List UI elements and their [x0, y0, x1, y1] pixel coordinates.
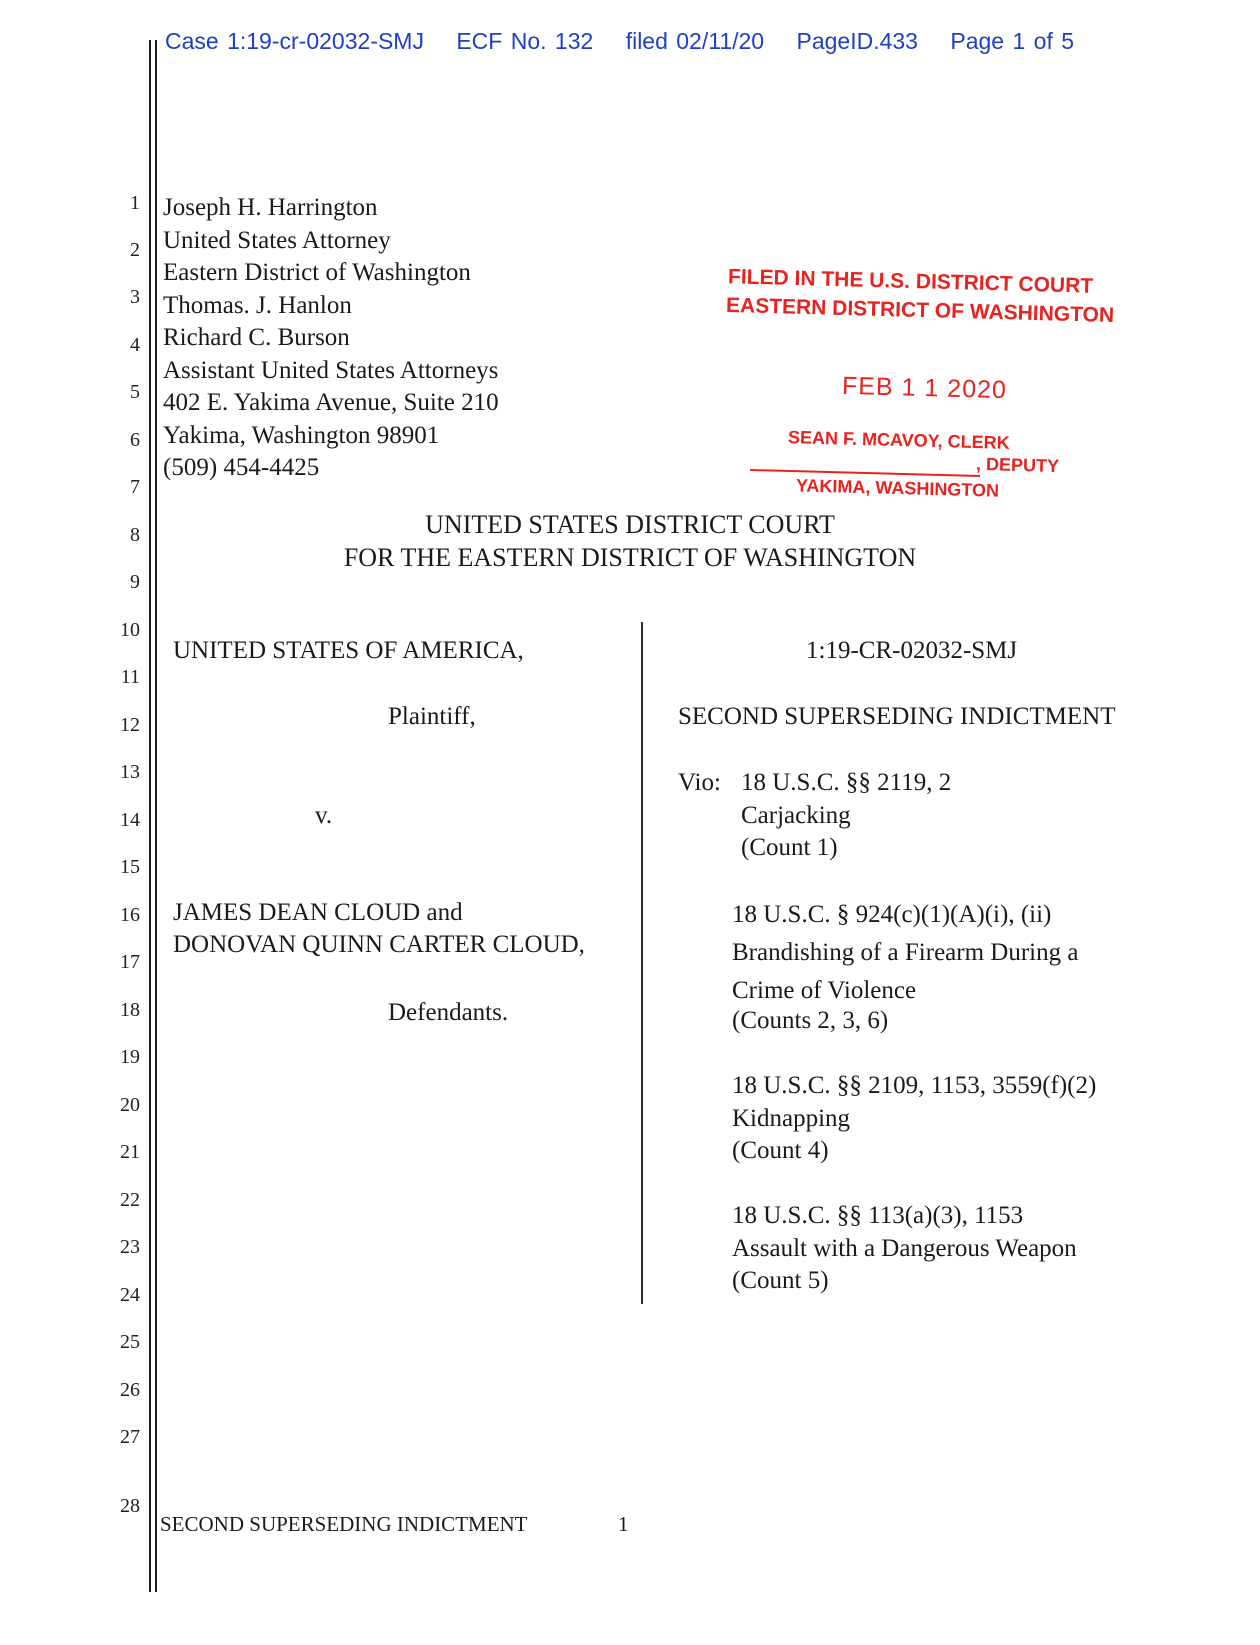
court-title-line-1: UNITED STATES DISTRICT COURT: [425, 510, 835, 539]
line-number: 6: [130, 429, 140, 451]
attorney-line: Richard C. Burson: [163, 324, 350, 351]
margin-rule-right: [155, 40, 157, 1592]
attorney-line: Joseph H. Harrington: [163, 194, 378, 221]
stamp-line-2: EASTERN DISTRICT OF WASHINGTON: [725, 293, 1115, 328]
attorney-block: [163, 192, 499, 485]
line-number: 21: [120, 1141, 140, 1163]
line-number: 2: [130, 239, 140, 261]
line-number: 16: [120, 904, 140, 926]
violation-statute: 18 U.S.C. §§ 113(a)(3), 1153: [732, 1202, 1024, 1229]
line-number: 25: [120, 1331, 140, 1353]
attorney-line: Yakima, Washington 98901: [163, 421, 440, 449]
stamp-signature-line: [750, 469, 980, 477]
defendant-1: JAMES DEAN CLOUD and: [173, 899, 463, 926]
violation-counts: (Count 5): [732, 1267, 829, 1294]
attorney-line: Thomas. J. Hanlon: [163, 291, 352, 319]
ecf-number: ECF No. 132: [456, 28, 594, 54]
line-number: 12: [120, 714, 140, 736]
attorney-line: 402 E. Yakima Avenue, Suite 210: [163, 389, 499, 416]
attorney-line: Assistant United States Attorneys: [163, 356, 499, 384]
line-number: 7: [130, 476, 140, 498]
page-id: PageID.433: [796, 28, 918, 54]
line-number: 23: [120, 1236, 140, 1258]
line-number: 4: [130, 334, 140, 356]
line-number: 20: [120, 1094, 140, 1116]
margin-rule-left: [149, 40, 151, 1592]
page-count: Page 1 of 5: [950, 28, 1075, 54]
line-number: 15: [120, 856, 140, 878]
line-number: 3: [130, 286, 140, 308]
stamp-line-1: FILED IN THE U.S. DISTRICT COURT: [727, 265, 1094, 298]
attorney-line: Eastern District of Washington: [163, 259, 471, 286]
line-number: 24: [120, 1284, 140, 1306]
violation-1: [741, 767, 951, 865]
violation-desc: Brandishing of a Firearm During a: [732, 939, 1079, 966]
stamp-location: YAKIMA, WASHINGTON: [795, 475, 1000, 501]
violation-statute: 18 U.S.C. §§ 2109, 1153, 3559(f)(2): [732, 1072, 1097, 1099]
vio-label: Vio:: [678, 769, 721, 796]
footer-page-number: 1: [618, 1512, 629, 1536]
violation-desc: Carjacking: [741, 801, 851, 829]
line-number: 1: [130, 192, 140, 214]
plaintiff-name: UNITED STATES OF AMERICA,: [173, 637, 524, 664]
attorney-line: United States Attorney: [163, 226, 391, 254]
footer-title: SECOND SUPERSEDING INDICTMENT: [160, 1512, 528, 1536]
plaintiff-label: Plaintiff,: [388, 703, 476, 730]
violation-desc: Kidnapping: [732, 1104, 851, 1132]
line-number: 14: [120, 809, 140, 831]
court-title: [260, 508, 1000, 574]
violation-desc: Assault with a Dangerous Weapon: [732, 1234, 1077, 1262]
line-number: 5: [130, 381, 140, 403]
caption-divider: [641, 622, 643, 1304]
court-title-line-2: FOR THE EASTERN DISTRICT OF WASHINGTON: [343, 543, 917, 572]
violation-2: [732, 896, 1078, 1010]
line-number: 10: [120, 619, 140, 641]
document-title: SECOND SUPERSEDING INDICTMENT: [678, 703, 1116, 730]
line-number: 9: [130, 571, 140, 593]
defendant-2: DONOVAN QUINN CARTER CLOUD,: [173, 931, 585, 958]
violation-statute: 18 U.S.C. §§ 2119, 2: [741, 769, 952, 796]
line-number: 27: [120, 1426, 140, 1448]
stamp-clerk: SEAN F. MCAVOY, CLERK: [787, 427, 1010, 453]
line-number: 26: [120, 1379, 140, 1401]
violation-4: [732, 1200, 1077, 1298]
violation-statute: 18 U.S.C. § 924(c)(1)(A)(i), (ii): [732, 901, 1052, 928]
attorney-line: (509) 454-4425: [163, 454, 320, 481]
violation-counts: (Count 1): [741, 834, 838, 861]
stamp-date: FEB 1 1 2020: [841, 371, 1008, 405]
defendants-label: Defendants.: [388, 999, 509, 1026]
ecf-header: [165, 28, 1098, 55]
line-number: 19: [120, 1046, 140, 1068]
violation-2-counts: (Counts 2, 3, 6): [732, 1007, 889, 1034]
violation-3: [732, 1070, 1096, 1168]
line-number: 8: [130, 524, 140, 546]
case-number-header: Case 1:19-cr-02032-SMJ: [165, 28, 424, 54]
case-number: 1:19-CR-02032-SMJ: [806, 637, 1018, 664]
versus: v.: [315, 802, 333, 829]
stamp-deputy: , DEPUTY: [975, 453, 1060, 477]
line-number: 17: [120, 951, 140, 973]
line-number: 18: [120, 999, 140, 1021]
violation-desc: Crime of Violence: [732, 977, 917, 1004]
filed-date: filed 02/11/20: [625, 28, 765, 54]
line-number: 28: [120, 1495, 140, 1517]
line-number: 13: [120, 761, 140, 783]
line-number: 11: [120, 666, 140, 688]
line-number: 22: [120, 1189, 140, 1211]
violation-counts: (Count 4): [732, 1137, 829, 1164]
